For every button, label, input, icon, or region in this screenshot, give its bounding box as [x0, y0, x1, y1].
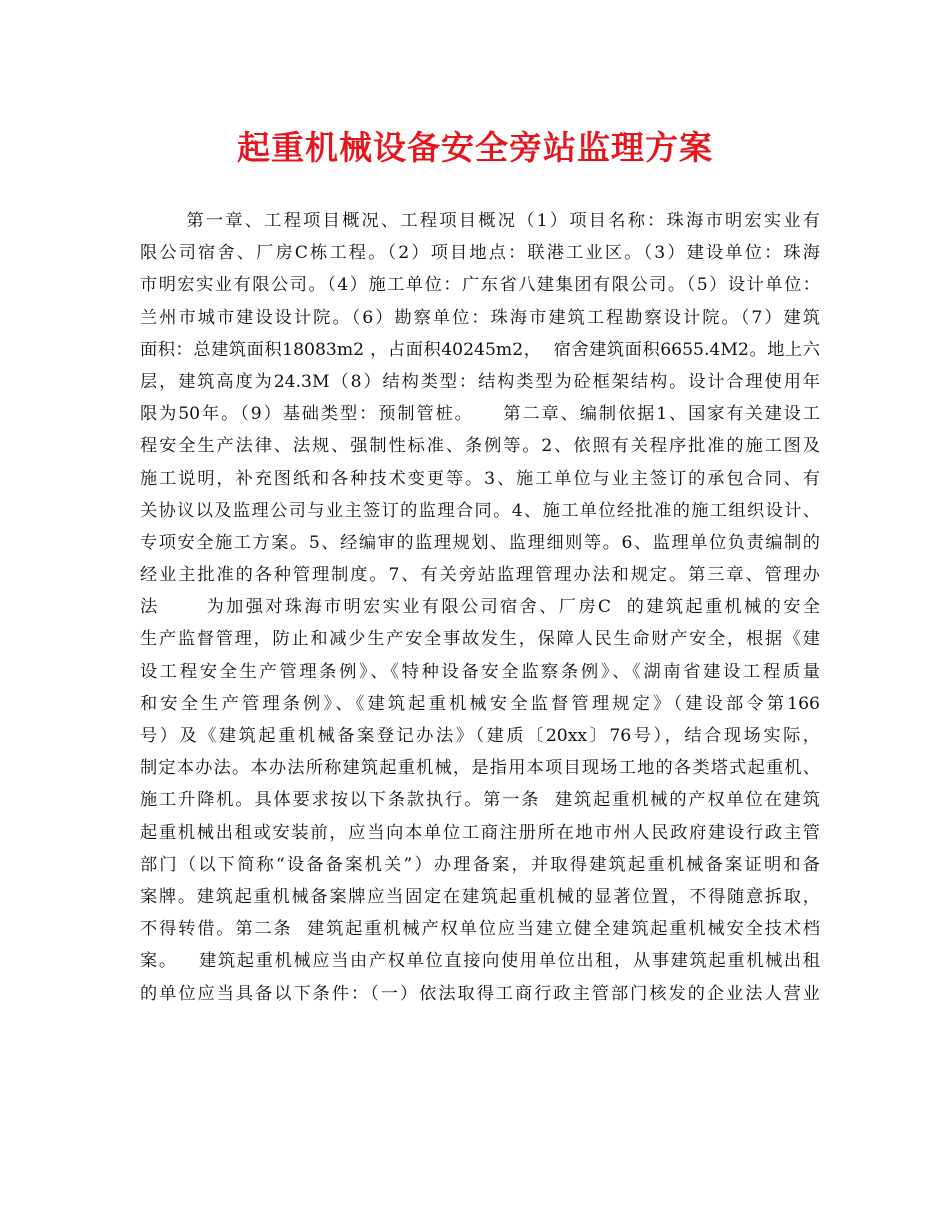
body-line: 的单位应当具备以下条件：（一）依法取得工商行政主管部门核发的企业法人营业 — [140, 983, 820, 1004]
body-line: 限为50年。（9）基础类型：预制管桩。 第二章、编制依据1、国家有关建设工 — [140, 404, 820, 425]
body-line: 第一章、工程项目概况、工程项目概况（1）项目名称：珠海市明宏实业有 — [140, 211, 820, 231]
body-line: 制定本办法。本办法所称建筑起重机械，是指用本项目现场工地的各类塔式起重机、 — [140, 758, 820, 779]
body-line: 号）及《建筑起重机械备案登记办法》（建质〔20xx〕76号），结合现场实际， — [140, 726, 820, 746]
body-line: 生产监督管理，防止和减少生产安全事故发生，保障人民生命财产安全，根据《建 — [140, 629, 820, 650]
body-line: 关协议以及监理公司与业主签订的监理合同。4、施工单位经批准的施工组织设计、 — [140, 500, 820, 521]
body-line: 部门（以下简称“设备备案机关”）办理备案，并取得建筑起重机械备案证明和备 — [140, 854, 820, 875]
body-line: 专项安全施工方案。5、经编审的监理规划、监理细则等。6、监理单位负责编制的 — [140, 532, 820, 553]
body-line: 不得转借。第二条 建筑起重机械产权单位应当建立健全建筑起重机械安全技术档 — [140, 919, 820, 940]
body-line: 程安全生产法律、法规、强制性标准、条例等。2、依照有关程序批准的施工图及 — [140, 436, 820, 457]
body-line: 施工升降机。具体要求按以下条款执行。第一条 建筑起重机械的产权单位在建筑 — [140, 790, 820, 811]
body-line: 面积：总建筑面积18083m2 ，占面积40245m2， 宿舍建筑面积6655.4M2。地上六 — [140, 339, 820, 360]
body-line: 兰州市城市建设设计院。（6）勘察单位：珠海市建筑工程勘察设计院。（7）建筑 — [140, 307, 820, 328]
body-line: 层，建筑高度为24.3M（8）结构类型：结构类型为砼框架结构。设计合理使用年 — [140, 371, 820, 392]
body-line: 限公司宿舍、厂房C栋工程。（2）项目地点：联港工业区。（3）建设单位：珠海 — [140, 243, 820, 264]
body-line: 施工说明，补充图纸和各种技术变更等。3、施工单位与业主签订的承包合同、有 — [140, 468, 820, 489]
body-line: 案。 建筑起重机械应当由产权单位直接向使用单位出租，从事建筑起重机械出租 — [140, 951, 820, 972]
body-line: 和安全生产管理条例》、《建筑起重机械安全监督管理规定》（建设部令第166 — [140, 693, 820, 714]
body-line: 起重机械出租或安装前，应当向本单位工商注册所在地市州人民政府建设行政主管 — [140, 822, 820, 843]
body-line: 法 为加强对珠海市明宏实业有限公司宿舍、厂房C 的建筑起重机械的安全 — [140, 597, 820, 618]
body-line: 经业主批准的各种管理制度。7、有关旁站监理管理办法和规定。第三章、管理办 — [140, 565, 820, 586]
document-title: 起重机械设备安全旁站监理方案 — [237, 128, 713, 167]
body-line: 市明宏实业有限公司。（4）施工单位：广东省八建集团有限公司。（5）设计单位： — [140, 275, 820, 296]
body-line: 设工程安全生产管理条例》、《特种设备安全监察条例》、《湖南省建设工程质量 — [140, 661, 820, 682]
document-body — [140, 205, 820, 1010]
body-line: 案牌。建筑起重机械备案牌应当固定在建筑起重机械的显著位置，不得随意拆取， — [140, 886, 820, 907]
